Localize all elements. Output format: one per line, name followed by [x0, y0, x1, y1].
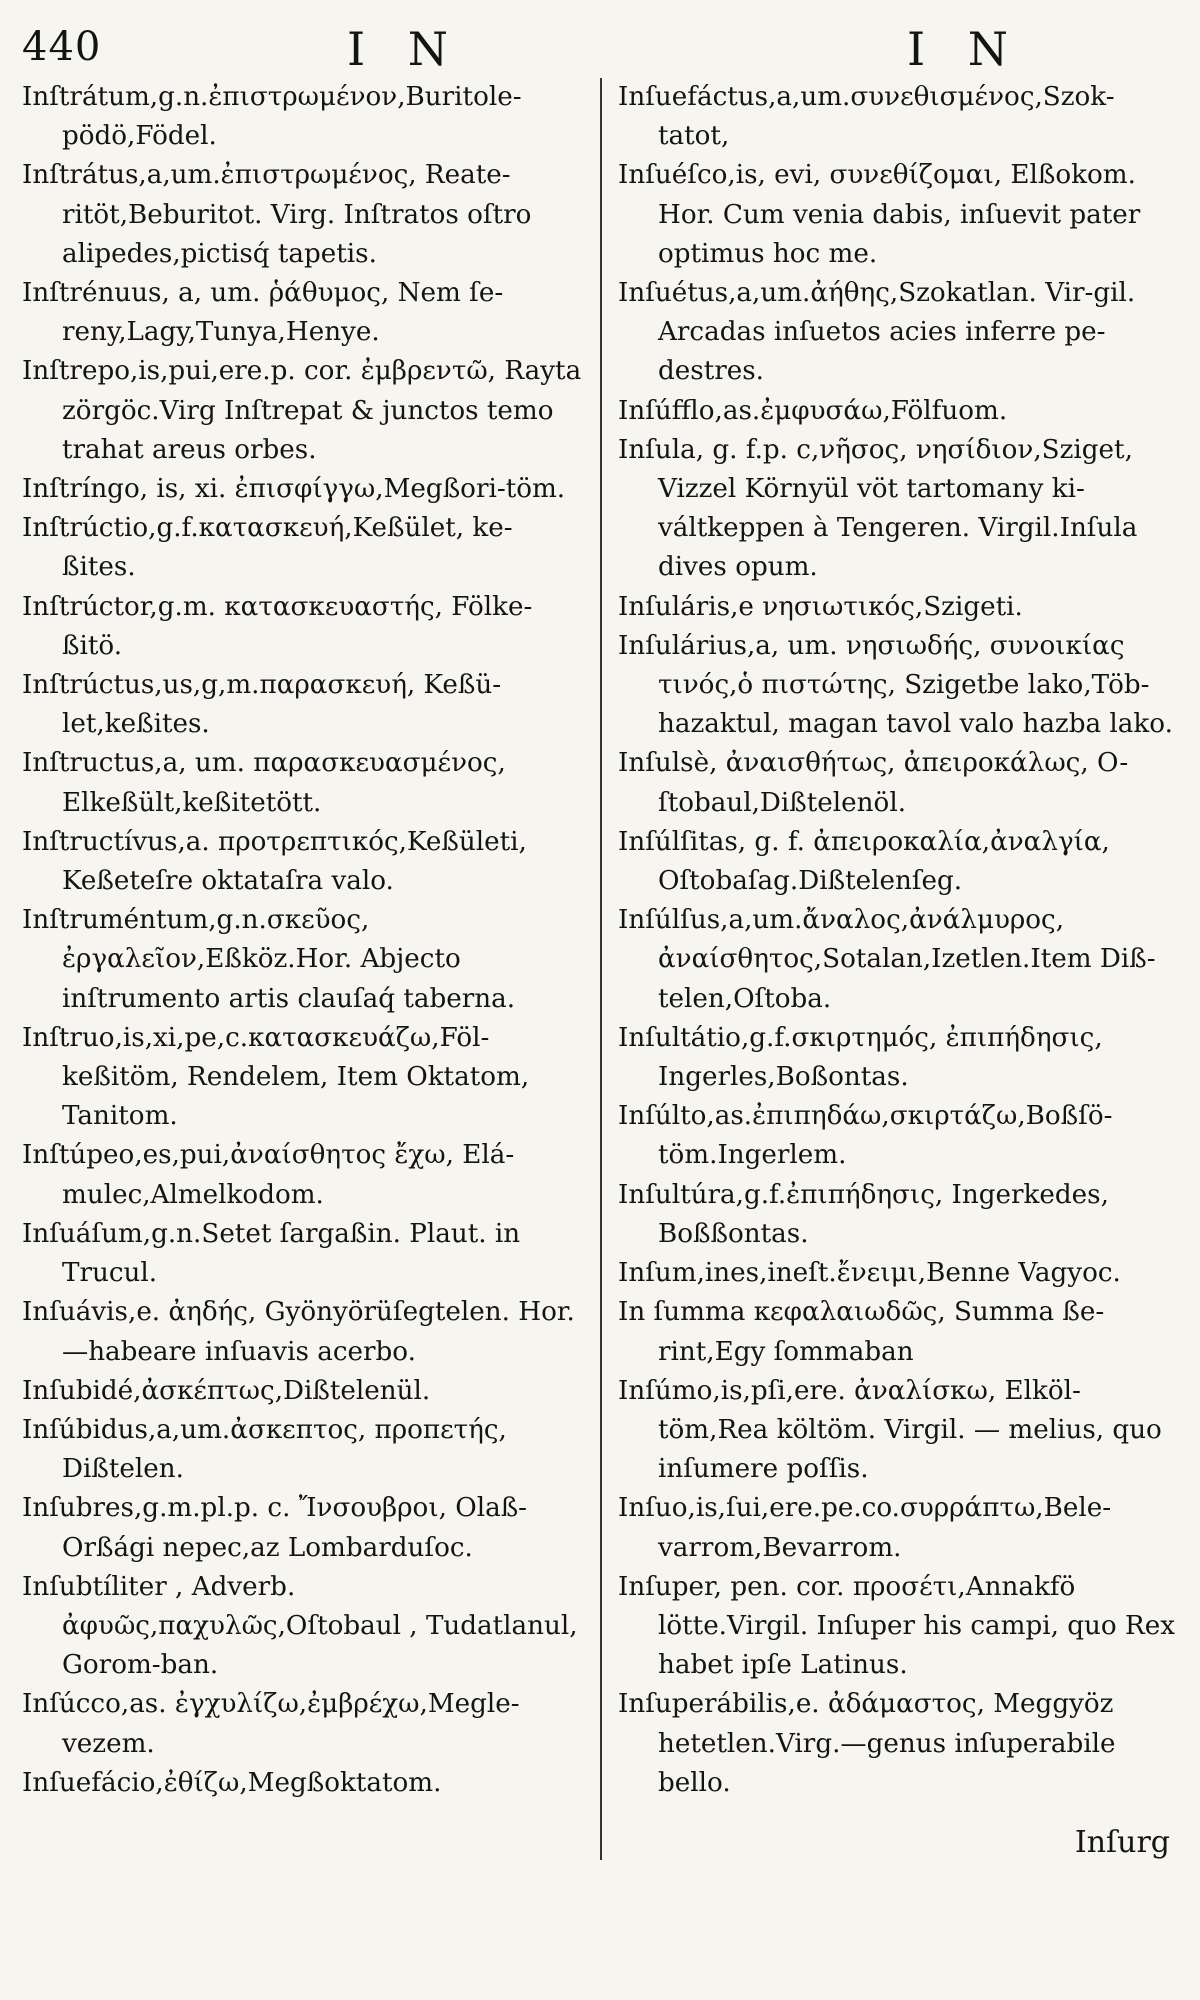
dictionary-entry: Inſtrátus,a,um.ἐπιστρωμένος, Reate-ritöt,Beburitot. Virg. Inſtratos oſtro alipedes,pictisq́ tapetis. — [22, 160, 532, 269]
dictionary-entry: Inſubtíliter , Adverb. ἀφυῶς,παχυλῶς,Oſtobaul , Tudatlanul, Gorom-ban. — [22, 1571, 578, 1681]
dictionary-entry: Inſultúra,g.f.ἐπιπήδησις, Ingerkedes, Boßßontas. — [618, 1179, 1109, 1249]
left-column — [22, 78, 600, 1860]
dictionary-entry: Inſúlſus,a,um.ἄναλος,ἀνάλμυρος, ἀναίσθητος,Sotalan,Izetlen.Item Diß-telen,Oſtoba. — [618, 905, 1156, 1014]
dictionary-entry: Inſúlſitas, g. f. ἀπειροκαλία,ἀναλγία, Oſtobaſag.Dißtelenſeg. — [618, 826, 1110, 897]
dictionary-entry: Inſúfflo,as.ἐμφυσάω,Fölfuom. — [618, 395, 1008, 426]
dictionary-entry: Inſtúpeo,es,pui,ἀναίσθητος ἔχω, Elá-mulec,Almelkodom. — [22, 1140, 515, 1210]
catchword: Inſurg — [1074, 1824, 1170, 1860]
dictionary-entry: Inſuo,is,ſui,ere.pe.co.συρράπτω,Bele-varrom,Bevarrom. — [618, 1493, 1112, 1563]
dictionary-entry: Inſtructívus,a. προτρεπτικός,Keßületi, Keßeteſre oktataſra valo. — [22, 826, 527, 897]
dictionary-entry: Inſulsè, ἀναισθήτως, ἀπειροκάλως, O-ſtobaul,Dißtelenöl. — [618, 748, 1129, 818]
dictionary-entry: Inſtríngo, is, xi. ἐπισφίγγω,Megßori-töm. — [22, 474, 566, 505]
dictionary-entry: Inſtrúctio,g.f.κατασκευή,Keßület, ke-ßites. — [22, 513, 513, 583]
dictionary-entry: Inſubres,g.m.pl.p. c. Ἴνσουβροι, Olaß-Orßági nepec,az Lombarduſoc. — [22, 1493, 528, 1563]
dictionary-entry: Inſuefáctus,a,um.συνεθισμένος,Szok-tatot, — [618, 82, 1115, 152]
dictionary-entry: Inſtrénuus, a, um. ῥάθυμος, Nem ſe-reny,Lagy,Tunya,Henye. — [22, 278, 504, 348]
dictionary-entry: In ſumma κεφαλαιωδῶς, Summa ße-rint,Egy ſommaban — [618, 1297, 1105, 1367]
dictionary-entry: Inſuáſum,g.n.Setet ſargaßin. Plaut. in Trucul. — [22, 1218, 521, 1289]
dictionary-entry: Inſtrúctus,us,g,m.παρασκευή, Keßü-let,keßites. — [22, 670, 502, 740]
running-head-right: I N — [907, 22, 1023, 76]
dictionary-entry: Inſúlto,as.ἐπιπηδάω,σκιρτάζω,Boßſö-töm.Ingerlem. — [618, 1101, 1113, 1171]
dictionary-entry: Inſúbidus,a,um.ἀσκεπτος, προπετής, Dißtelen. — [22, 1414, 507, 1485]
dictionary-entry: Inſuláris,e νησιωτικός,Szigeti. — [618, 591, 1023, 622]
dictionary-entry: Inſubidé,ἀσκέπτως,Dißtelenül. — [22, 1375, 431, 1406]
dictionary-entry: Inſuávis,e. ἀηδής, Gyönyörüſegtelen. Hor.—habeare inſuavis acerbo. — [22, 1297, 575, 1367]
running-head-left: I N — [347, 22, 463, 76]
dictionary-entry: Inſtruo,is,xi,pe,c.κατασκευάζω,Föl-keßitöm, Rendelem, Item Oktatom, Tanitom. — [22, 1022, 530, 1132]
dictionary-entry: Inſuéſco,is, evi, συνεθίζομαι, Elßokom. Hor. Cum venia dabis, inſuevit pater optimus hoc me. — [618, 160, 1141, 269]
dictionary-entry: Inſuétus,a,um.ἀήθης,Szokatlan. Vir-gil. Arcadas inſuetos acies inferre pe-destres. — [618, 278, 1136, 387]
dictionary-entry: Inſtructus,a, um. παρασκευασμένος, Elkeßült,keßitetött. — [22, 748, 506, 818]
dictionary-entry: Inſultátio,g.f.σκιρτημός, ἐπιπήδησις, Ingerles,Boßontas. — [618, 1022, 1103, 1093]
dictionary-entry: Inſulárius,a, um. νησιωδής, συνοικίας τινός,ὁ πιστώτης, Szigetbe lako,Töb-hazaktul, magan tavol valo hazba lako. — [618, 630, 1173, 740]
dictionary-entry: Inſúcco,as. ἐγχυλίζω,ἐμβρέχω,Megle-vezem. — [22, 1689, 520, 1759]
dictionary-entry: Inſtrepo,is,pui,ere.p. cor. ἐμβρεντῶ, Rayta zörgöc.Virg Inſtrepat & junctos temo trahat areus orbes. — [22, 356, 582, 465]
dictionary-entry: Inſuefácio,ἐθίζω,Megßoktatom. — [22, 1767, 442, 1798]
dictionary-entry: Inſula, g. f.p. c,νῆσος, νησίδιον,Sziget, Vizzel Környül vöt tartomany ki-váltkeppen à Tengeren. Virgil.Inſula dives opum. — [618, 434, 1138, 583]
dictionary-entry: Inſtrúctor,g.m. κατασκευαστής, Fölke-ßitö. — [22, 591, 533, 661]
dictionary-entry: Inſuper, pen. cor. προσέτι,Annakfö lötte.Virgil. Inſuper his campi, quo Rex habet ipſe Latinus. — [618, 1571, 1175, 1681]
dictionary-entry: Inſtruméntum,g.n.σκεῦος, ἐργαλεῖον,Eßköz.Hor. Abjecto inſtrumento artis clauſaq́ taberna. — [22, 905, 516, 1014]
page-number: 440 — [22, 24, 102, 70]
dictionary-entry: Inſum,ines,ineſt.ἔνειμι,Benne Vagyoc. — [618, 1258, 1121, 1289]
dictionary-entry: Inſúmo,is,pſi,ere. ἀναλίσκω, Elköl-töm,Rea költöm. Virgil. — melius, quo inſumere poſſis. — [618, 1375, 1162, 1485]
dictionary-entry: Inſtrátum,g.n.ἐπιστρωμένον,Buritole-pödö,Födel. — [22, 82, 522, 152]
text-columns — [22, 78, 1180, 1860]
right-column — [600, 78, 1178, 1860]
page-header — [22, 22, 1180, 76]
dictionary-entry: Inſuperábilis,e. ἀδάμαστος, Meggyöz hetetlen.Virg.—genus inſuperabile bello. — [618, 1689, 1116, 1798]
